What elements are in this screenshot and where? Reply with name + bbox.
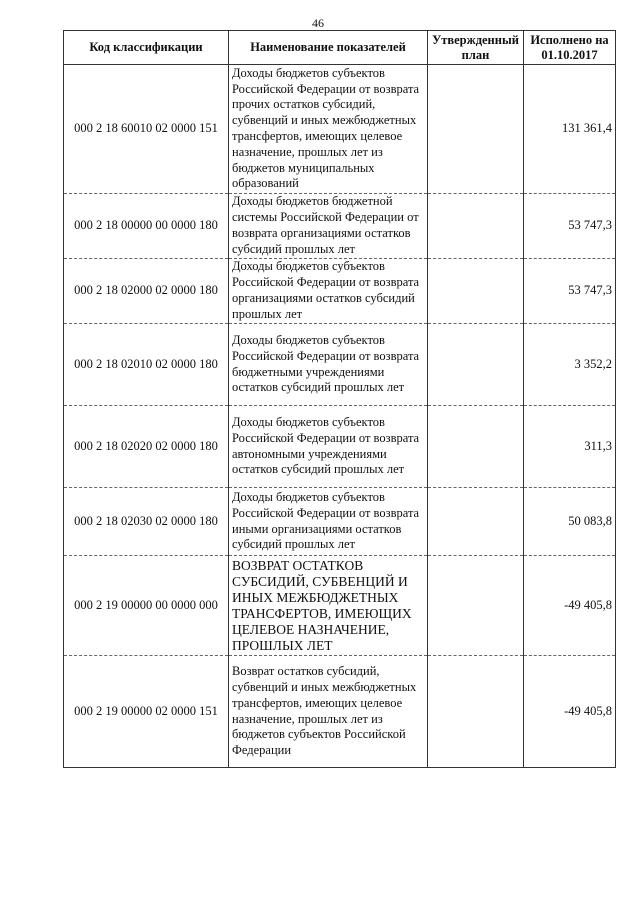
row-done: -49 405,8: [524, 556, 616, 656]
row-plan: [428, 406, 524, 488]
row-code: 000 2 18 02010 02 0000 180: [64, 324, 229, 406]
table-row: [64, 556, 616, 656]
row-code: 000 2 18 00000 00 0000 180: [64, 194, 229, 259]
row-name: Доходы бюджетов субъектов Российской Федерации от возврата автономными учреждениями остатков субсидий прошлых лет: [229, 406, 428, 488]
table-row: [64, 656, 616, 768]
table-row: [64, 324, 616, 406]
row-name: Доходы бюджетов бюджетной системы Российской Федерации от возврата организациями остатков субсидий прошлых лет: [229, 194, 428, 259]
row-name: Доходы бюджетов субъектов Российской Федерации от возврата организациями остатков субсидий прошлых лет: [229, 259, 428, 324]
row-done: 50 083,8: [524, 488, 616, 556]
row-done: 131 361,4: [524, 65, 616, 194]
row-done: -49 405,8: [524, 656, 616, 768]
row-done: 53 747,3: [524, 194, 616, 259]
table-header-row: [64, 31, 616, 65]
row-plan: [428, 194, 524, 259]
row-name: Доходы бюджетов субъектов Российской Федерации от возврата иными организациями остатков субсидий прошлых лет: [229, 488, 428, 556]
header-name: Наименование показателей: [229, 31, 428, 65]
row-plan: [428, 324, 524, 406]
header-done: Исполнено на 01.10.2017: [524, 31, 616, 65]
table-row: [64, 406, 616, 488]
table-row: [64, 259, 616, 324]
row-done: 3 352,2: [524, 324, 616, 406]
header-code: Код классификации: [64, 31, 229, 65]
row-plan: [428, 65, 524, 194]
page-number: 46: [312, 16, 324, 30]
row-plan: [428, 488, 524, 556]
row-plan: [428, 259, 524, 324]
table-row: [64, 65, 616, 194]
header-plan: Утвержденный план: [428, 31, 524, 65]
row-name: ВОЗВРАТ ОСТАТКОВ СУБСИДИЙ, СУБВЕНЦИЙ И ИНЫХ МЕЖБЮДЖЕТНЫХ ТРАНСФЕРТОВ, ИМЕЮЩИХ ЦЕЛЕВОЕ НАЗНАЧЕНИЕ, ПРОШЛЫХ ЛЕТ: [229, 556, 428, 656]
row-plan: [428, 556, 524, 656]
row-code: 000 2 19 00000 00 0000 000: [64, 556, 229, 656]
row-code: 000 2 18 02000 02 0000 180: [64, 259, 229, 324]
table-row: [64, 194, 616, 259]
row-code: 000 2 18 02030 02 0000 180: [64, 488, 229, 556]
row-done: 311,3: [524, 406, 616, 488]
table-row: [64, 488, 616, 556]
row-code: 000 2 18 60010 02 0000 151: [64, 65, 229, 194]
row-code: 000 2 19 00000 02 0000 151: [64, 656, 229, 768]
row-code: 000 2 18 02020 02 0000 180: [64, 406, 229, 488]
row-name: Доходы бюджетов субъектов Российской Федерации от возврата прочих остатков субсидий, субвенций и иных межбюджетных трансфертов, имеющих целевое назначение, прошлых лет из бюджетов муниципальных образований: [229, 65, 428, 194]
row-name: Возврат остатков субсидий, субвенций и иных межбюджетных трансфертов, имеющих целевое назначение, прошлых лет из бюджетов субъектов Российской Федерации: [229, 656, 428, 768]
row-done: 53 747,3: [524, 259, 616, 324]
budget-revenue-table: [63, 30, 616, 768]
row-name: Доходы бюджетов субъектов Российской Федерации от возврата бюджетными учреждениями остатков субсидий прошлых лет: [229, 324, 428, 406]
row-plan: [428, 656, 524, 768]
